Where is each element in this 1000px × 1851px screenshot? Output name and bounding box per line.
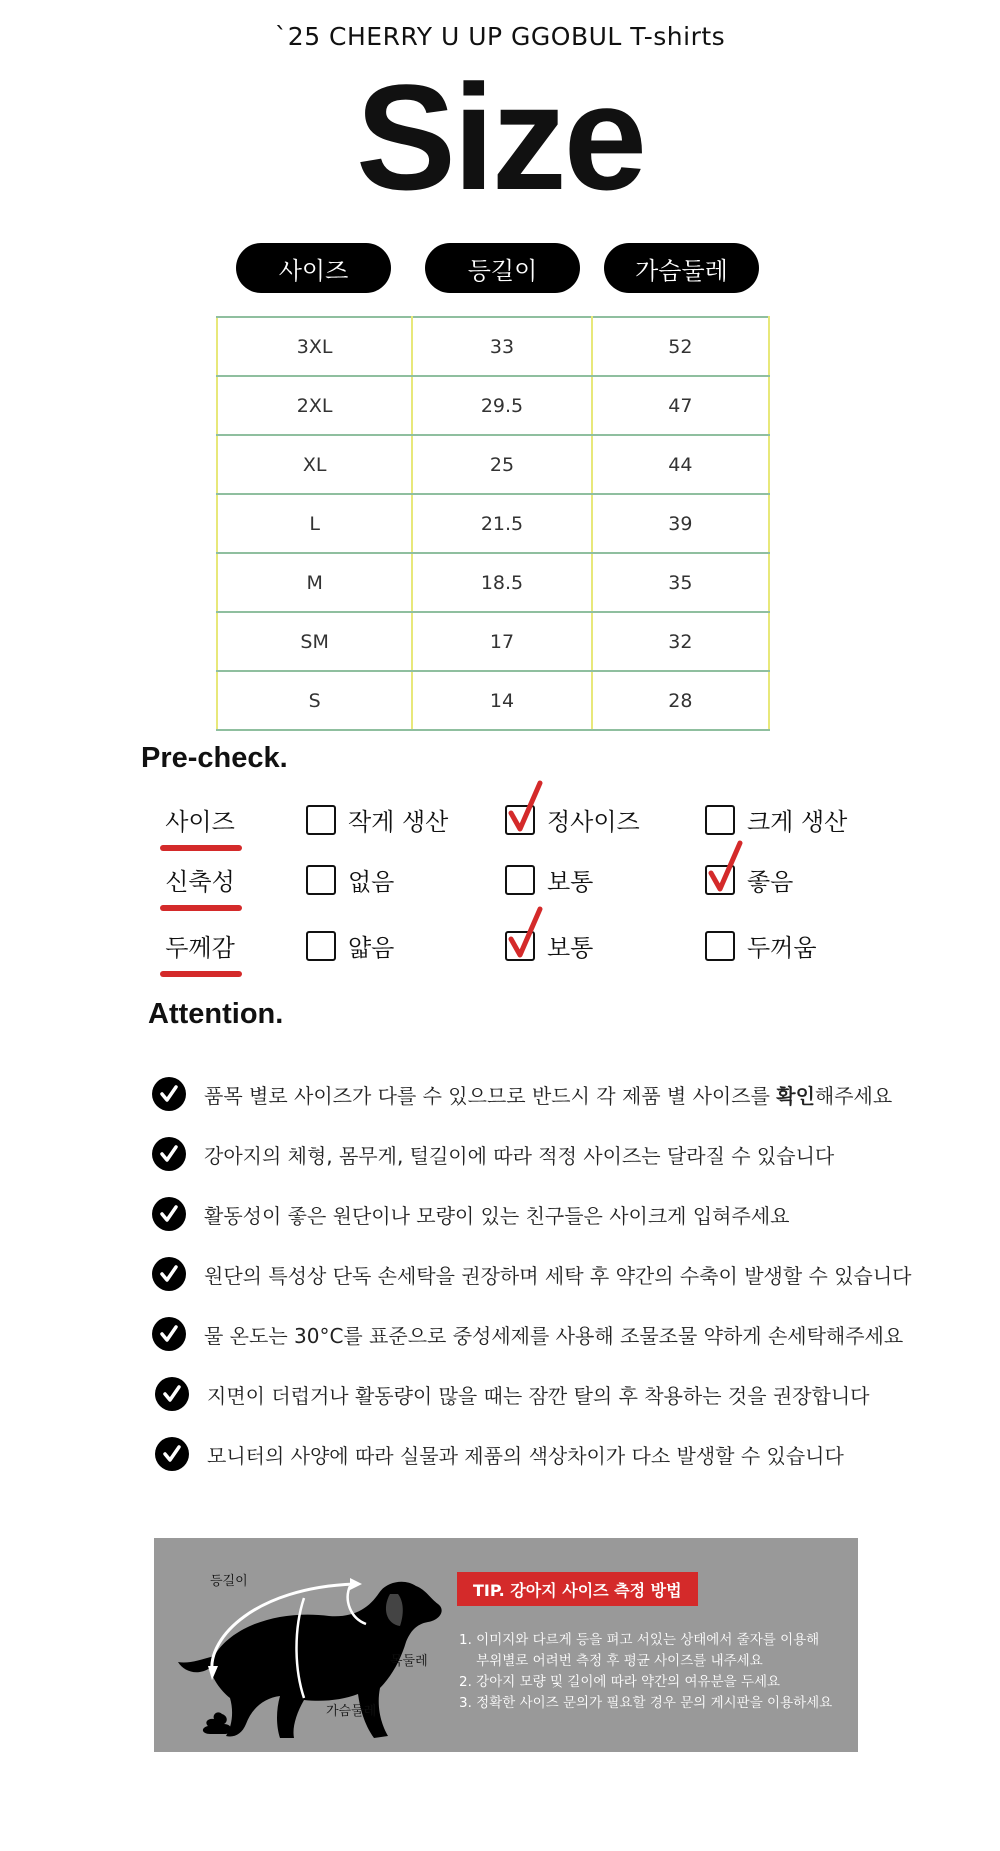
check-circle-icon [152,1317,186,1351]
dog-label-back: 등길이 [210,1574,248,1589]
cell-chest: 32 [592,612,769,671]
precheck-option [705,928,817,963]
precheck-heading: Pre-check. [141,742,288,774]
attention-text [204,1260,912,1289]
check-circle-icon [152,1077,186,1111]
attention-text-part: 강아지의 체형, 몸무게, 털길이에 따라 적정 사이즈는 달라질 수 있습니다 [204,1143,835,1168]
dog-silhouette-icon [154,1538,454,1752]
dog-label-chest: 가슴둘레 [326,1704,377,1719]
attention-item [155,1437,844,1471]
attention-item [152,1077,892,1111]
checked-box-icon [705,865,735,895]
precheck-option [705,862,793,897]
attention-text [204,1080,892,1109]
checked-box-icon [505,805,535,835]
page-title: Size [355,53,645,221]
attention-heading: Attention. [148,998,284,1030]
cell-chest: 47 [592,376,769,435]
cell-chest: 52 [592,317,769,376]
attention-item [152,1197,789,1231]
attention-text [207,1440,844,1469]
tip-panel [154,1538,858,1752]
cell-back-length: 33 [412,317,591,376]
check-circle-icon [152,1257,186,1291]
red-underline [160,905,242,911]
precheck-option-label: 좋음 [747,868,794,896]
tip-line: 1. 이미지와 다르게 등을 펴고 서있는 상태에서 줄자를 이용해 [459,1632,820,1648]
precheck-option [505,928,593,963]
red-check-icon [507,779,547,839]
attention-text-emphasis: 확인 [776,1083,815,1108]
cell-chest: 35 [592,553,769,612]
table-row [217,612,769,671]
cell-size: L [217,494,412,553]
table-row [217,376,769,435]
precheck-option [505,862,593,897]
attention-item [155,1377,870,1411]
dog-label-neck: 목둘레 [390,1654,428,1669]
table-row [217,671,769,730]
product-subtitle: `25 CHERRY U UP GGOBUL T-shirts [274,22,726,51]
checkbox-icon [705,805,735,835]
attention-text-part: 해주세요 [814,1083,893,1108]
attention-item [152,1317,903,1351]
cell-size: 3XL [217,317,412,376]
cell-chest: 44 [592,435,769,494]
tip-badge: TIP. 강아지 사이즈 측정 방법 [457,1572,698,1606]
table-row [217,317,769,376]
cell-back-length: 17 [412,612,591,671]
precheck-option-label: 크게 생산 [747,808,848,836]
precheck-label-text: 신축성 [165,868,235,896]
cell-size: M [217,553,412,612]
check-circle-icon [155,1437,189,1471]
check-circle-icon [152,1197,186,1231]
red-check-icon [707,839,747,899]
red-check-icon [507,905,547,965]
column-header-chest: 가슴둘레 [604,243,759,293]
precheck-option-label: 정사이즈 [547,808,640,836]
attention-text-part: 활동성이 좋은 원단이나 모량이 있는 친구들은 사이크게 입혀주세요 [204,1203,790,1228]
table-row [217,494,769,553]
attention-text-part: 원단의 특성상 단독 손세탁을 권장하며 세탁 후 약간의 수축이 발생할 수 있습니다 [204,1263,912,1288]
precheck-label-text: 사이즈 [165,808,235,836]
checkbox-icon [505,865,535,895]
precheck-option [705,802,847,837]
cell-chest: 28 [592,671,769,730]
cell-size: 2XL [217,376,412,435]
cell-back-length: 21.5 [412,494,591,553]
precheck-option-label: 얇음 [348,934,395,962]
tip-instructions [459,1630,832,1714]
attention-text-part: 물 온도는 30°C를 표준으로 중성세제를 사용해 조물조물 약하게 손세탁해주세요 [204,1323,904,1348]
checked-box-icon [505,931,535,961]
attention-text [207,1380,870,1409]
check-circle-icon [155,1377,189,1411]
cell-size: XL [217,435,412,494]
precheck-option [306,862,394,897]
attention-text-part: 지면이 더럽거나 활동량이 많을 때는 잠깐 탈의 후 착용하는 것을 권장합니다 [207,1383,870,1408]
precheck-label-text: 두께감 [165,934,235,962]
checkbox-icon [306,865,336,895]
tip-line: 부위별로 어려번 측정 후 평균 사이즈를 내주세요 [459,1653,763,1669]
precheck-option [306,928,394,963]
red-underline [160,971,242,977]
cell-back-length: 18.5 [412,553,591,612]
check-circle-icon [152,1137,186,1171]
attention-item [152,1137,834,1171]
cell-back-length: 14 [412,671,591,730]
cell-back-length: 29.5 [412,376,591,435]
checkbox-icon [705,931,735,961]
precheck-label [150,928,250,963]
cell-size: SM [217,612,412,671]
cell-chest: 39 [592,494,769,553]
column-header-size: 사이즈 [236,243,391,293]
size-table [216,316,770,731]
precheck-option-label: 보통 [547,934,594,962]
precheck-option [306,802,448,837]
precheck-option [505,802,640,837]
tip-line: 2. 강아지 모량 및 길이에 따라 약간의 여유분을 두세요 [459,1674,781,1690]
precheck-option-label: 두꺼움 [747,934,817,962]
attention-text-part: 모니터의 사양에 따라 실물과 제품의 색상차이가 다소 발생할 수 있습니다 [207,1443,844,1468]
column-header-back-length: 등길이 [425,243,580,293]
table-row [217,435,769,494]
checkbox-icon [306,805,336,835]
precheck-option-label: 없음 [348,868,395,896]
precheck-option-label: 보통 [547,868,594,896]
table-row [217,553,769,612]
attention-text-part: 품목 별로 사이즈가 다를 수 있으므로 반드시 각 제품 별 사이즈를 [204,1083,777,1108]
precheck-option-label: 작게 생산 [348,808,449,836]
precheck-label [150,802,250,837]
attention-text [204,1140,834,1169]
attention-text [204,1200,789,1229]
cell-back-length: 25 [412,435,591,494]
red-underline [160,845,242,851]
precheck-label [150,862,250,897]
tip-line: 3. 정확한 사이즈 문의가 필요할 경우 문의 게시판을 이용하세요 [459,1695,833,1711]
cell-size: S [217,671,412,730]
attention-text [204,1320,903,1349]
attention-item [152,1257,912,1291]
checkbox-icon [306,931,336,961]
